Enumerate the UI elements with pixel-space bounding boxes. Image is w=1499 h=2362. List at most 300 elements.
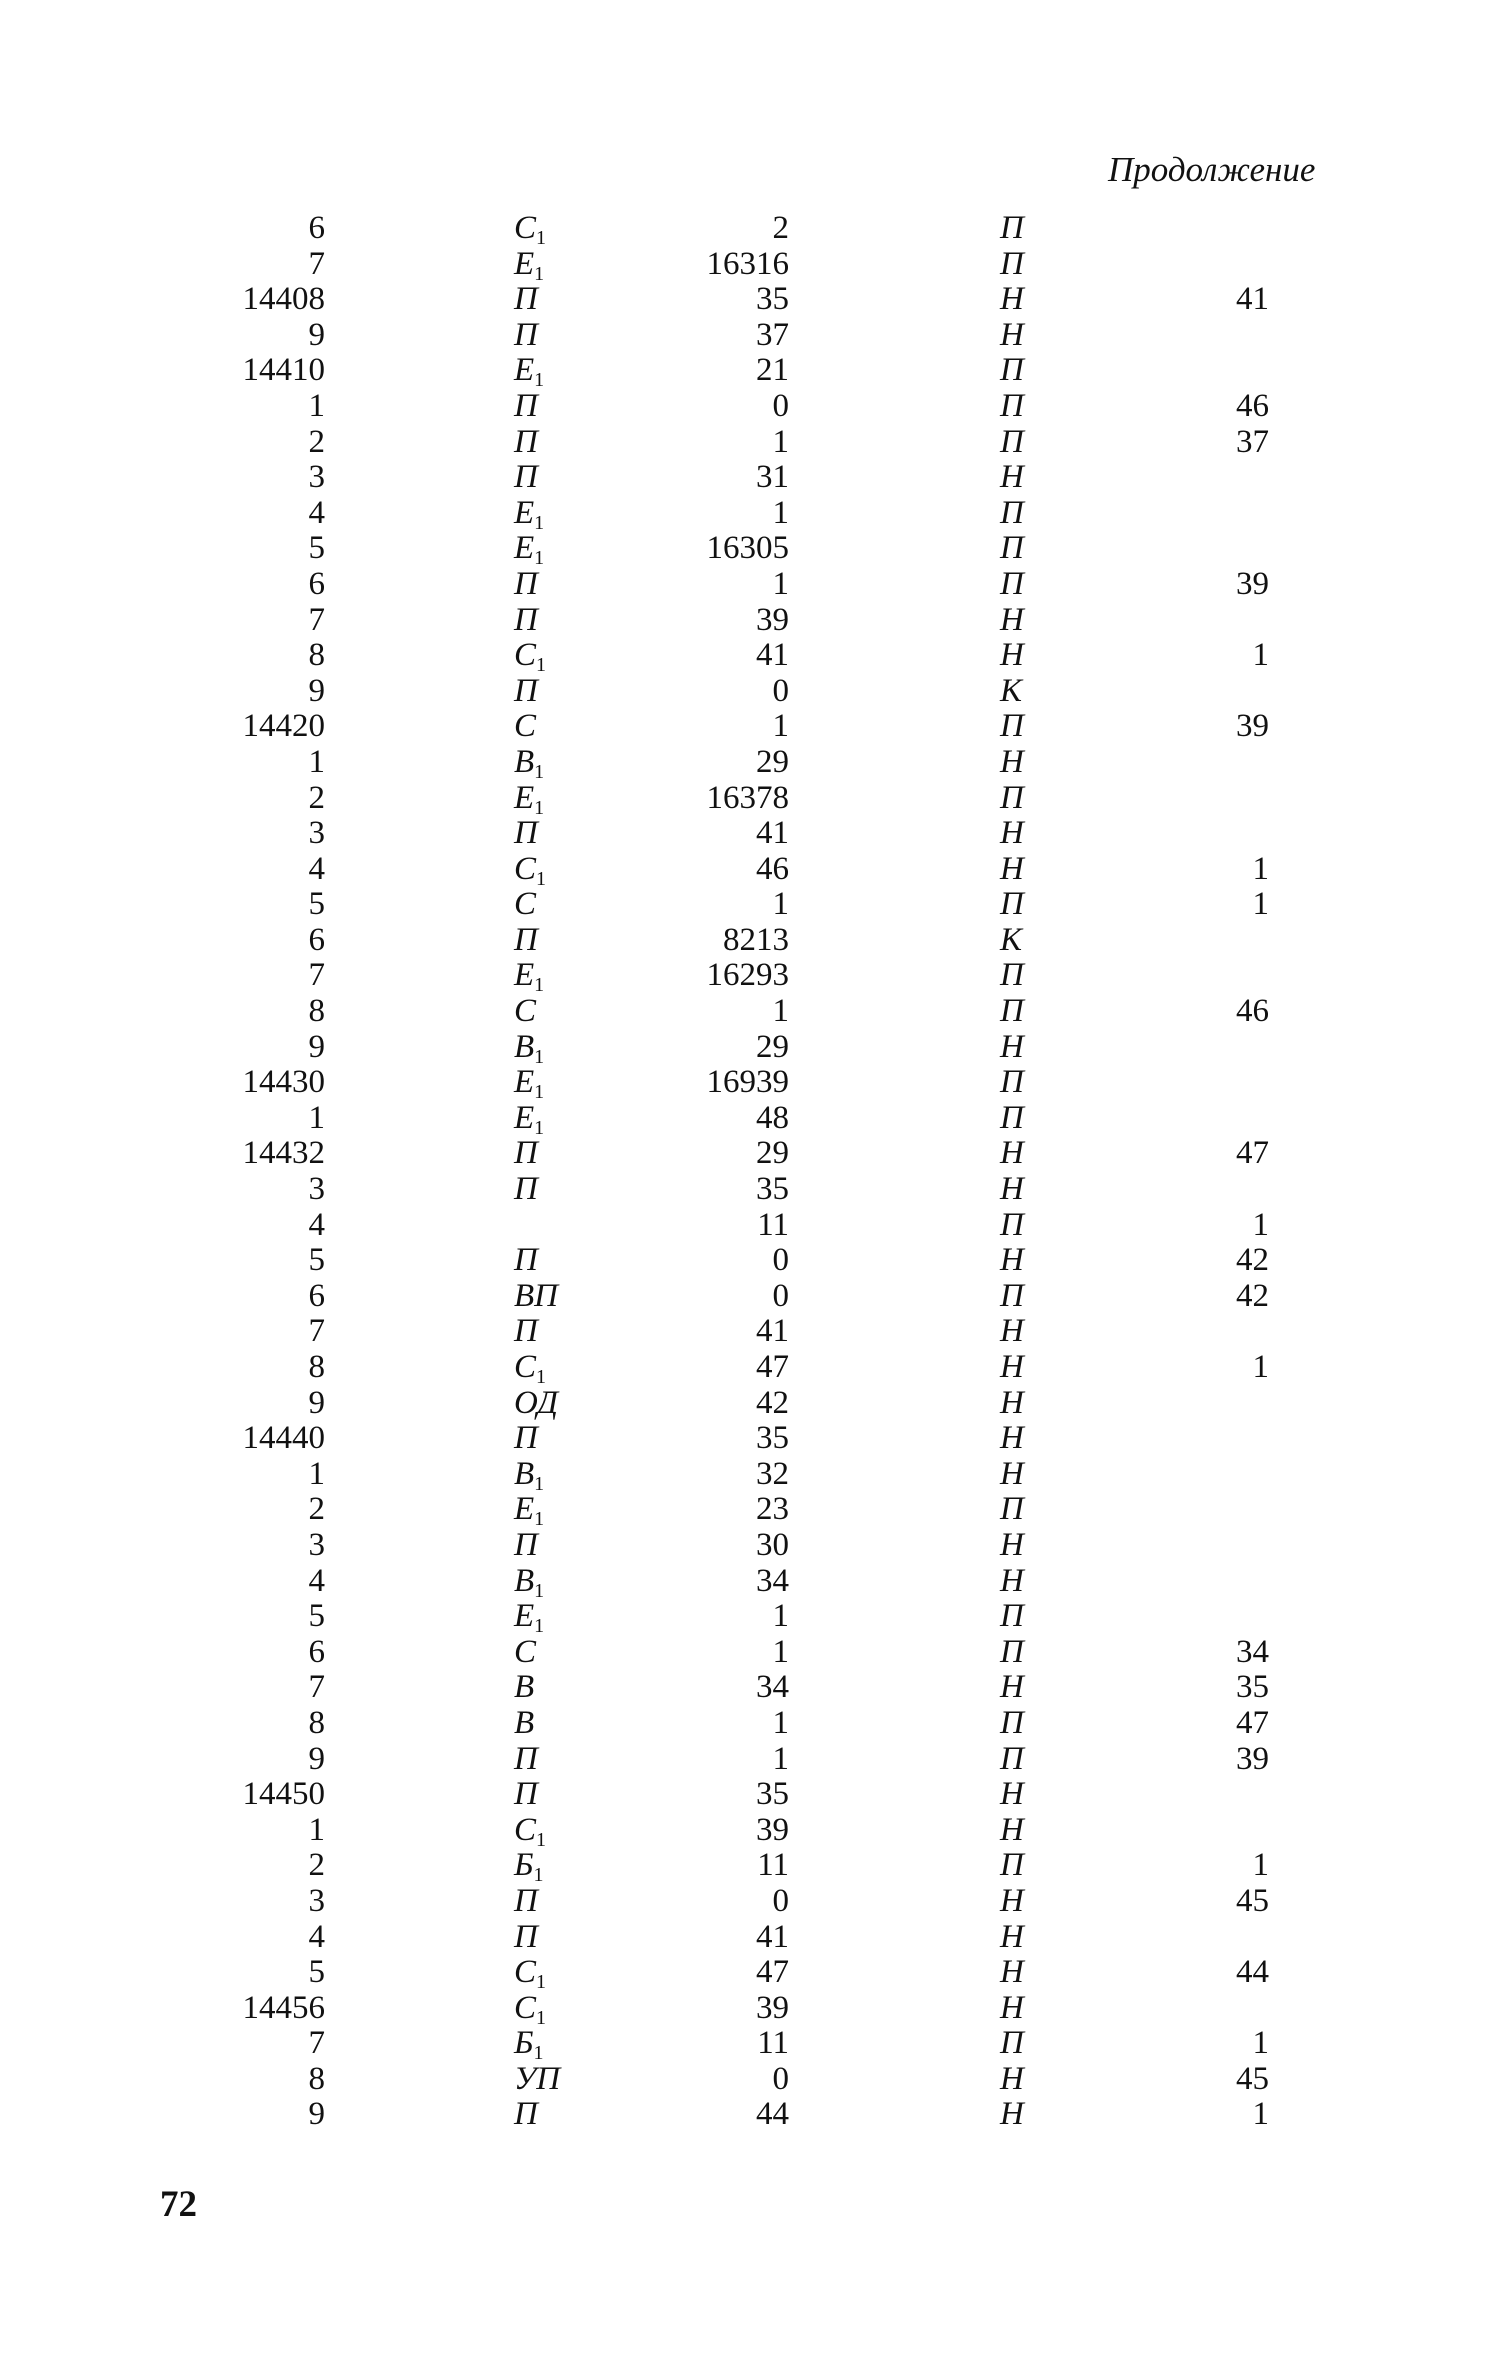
operand-cell: 0: [772, 2060, 789, 2097]
opcode-cell: [514, 1705, 534, 1741]
operand-cell: 16316: [706, 245, 789, 282]
flag-cell: К: [1000, 672, 1022, 709]
operand-cell: 0: [772, 1242, 789, 1279]
opcode-cell: [514, 1811, 547, 1851]
opcode-cell: [514, 2061, 560, 2097]
opcode-cell: [514, 1954, 547, 1994]
table-row: [0, 957, 1499, 997]
table-row: [0, 1135, 1499, 1171]
address-cell: 1: [308, 743, 325, 780]
table-row: [0, 1385, 1499, 1421]
opcode-letter: С: [514, 1811, 537, 1848]
operand-cell: 29: [756, 1135, 789, 1172]
opcode-letter: ВП: [514, 1277, 558, 1314]
address-cell: 3: [308, 1171, 325, 1208]
opcode-cell: [514, 886, 536, 922]
opcode-cell: [514, 993, 536, 1029]
flag-cell: Н: [1000, 1811, 1024, 1848]
flag-cell: Н: [1000, 2096, 1024, 2133]
opcode-subscript: 1: [534, 1045, 545, 1068]
opcode-letter: С: [514, 1989, 537, 2026]
operand-cell: 30: [756, 1526, 789, 1563]
opcode-cell: [514, 708, 536, 744]
address-cell: 4: [308, 494, 325, 531]
flag-cell: П: [1000, 1598, 1024, 1635]
flag-cell: Н: [1000, 1562, 1024, 1599]
reference-cell: 37: [1236, 423, 1269, 460]
flag-cell: П: [1000, 423, 1024, 460]
table-row: [0, 708, 1499, 744]
operand-cell: 41: [756, 815, 789, 852]
reference-cell: 1: [1252, 637, 1269, 674]
opcode-cell: [514, 1634, 536, 1670]
opcode-letter: С: [514, 850, 537, 887]
table-row: [0, 2061, 1499, 2097]
operand-cell: 1: [772, 708, 789, 745]
opcode-cell: [514, 1171, 538, 1207]
opcode-letter: П: [514, 1882, 538, 1919]
operand-cell: 16293: [706, 957, 789, 994]
flag-cell: Н: [1000, 1918, 1024, 1955]
opcode-letter: С: [514, 1954, 537, 1991]
opcode-letter: С: [514, 637, 537, 674]
operand-cell: 0: [772, 672, 789, 709]
operand-cell: 0: [772, 387, 789, 424]
opcode-cell: [514, 281, 538, 317]
operand-cell: 21: [756, 352, 789, 389]
operand-cell: 1: [772, 565, 789, 602]
address-cell: 4: [308, 1206, 325, 1243]
reference-cell: 39: [1236, 1740, 1269, 1777]
opcode-subscript: 1: [534, 796, 545, 819]
reference-cell: 47: [1236, 1135, 1269, 1172]
opcode-subscript: 1: [533, 2042, 544, 2065]
operand-cell: 35: [756, 1420, 789, 1457]
opcode-cell: [514, 957, 545, 997]
flag-cell: К: [1000, 921, 1022, 958]
opcode-cell: [514, 815, 538, 851]
flag-cell: Н: [1000, 1313, 1024, 1350]
operand-cell: 39: [756, 601, 789, 638]
opcode-letter: П: [514, 2096, 538, 2133]
reference-cell: 45: [1236, 1882, 1269, 1919]
continuation-label: Продолжение: [1108, 150, 1316, 189]
flag-cell: П: [1000, 210, 1024, 246]
table-row: [0, 281, 1499, 317]
opcode-cell: [514, 352, 545, 392]
table-row: [0, 1455, 1499, 1495]
table-row: [0, 673, 1499, 709]
opcode-letter: С: [514, 1633, 537, 1670]
address-cell: 4: [308, 1918, 325, 1955]
opcode-cell: [514, 1349, 547, 1388]
operand-cell: 42: [756, 1384, 789, 1421]
opcode-cell: [514, 1847, 544, 1887]
address-cell: 5: [308, 530, 325, 567]
operand-cell: 16378: [706, 779, 789, 816]
reference-cell: 39: [1236, 708, 1269, 745]
table-row: [0, 1420, 1499, 1456]
opcode-cell: [514, 1313, 538, 1349]
opcode-subscript: 1: [534, 1472, 545, 1495]
opcode-letter: Е: [514, 957, 535, 994]
table-row: [0, 637, 1499, 677]
opcode-cell: [514, 1598, 545, 1638]
flag-cell: П: [1000, 530, 1024, 567]
address-cell: 5: [308, 1242, 325, 1279]
flag-cell: Н: [1000, 1420, 1024, 1457]
reference-cell: 44: [1236, 1954, 1269, 1991]
operand-cell: 8213: [723, 921, 789, 958]
flag-cell: Н: [1000, 281, 1024, 318]
opcode-cell: [514, 317, 538, 353]
opcode-subscript: 1: [534, 1579, 545, 1602]
reference-cell: 45: [1236, 2060, 1269, 2097]
opcode-cell: [514, 1527, 538, 1563]
operand-cell: 1: [772, 494, 789, 531]
flag-cell: П: [1000, 1847, 1024, 1884]
table-row: [0, 1028, 1499, 1068]
opcode-subscript: 1: [534, 369, 545, 392]
flag-cell: П: [1000, 1740, 1024, 1777]
address-cell: 1: [308, 1099, 325, 1136]
opcode-letter: П: [514, 672, 538, 709]
table-row: [0, 459, 1499, 495]
table-row: [0, 1811, 1499, 1851]
address-cell: 7: [308, 957, 325, 994]
opcode-cell: [514, 1278, 558, 1314]
address-cell: 5: [308, 1954, 325, 1991]
table-row: [0, 1313, 1499, 1349]
opcode-cell: [514, 1776, 538, 1812]
table-row: [0, 1099, 1499, 1139]
opcode-letter: П: [514, 423, 538, 460]
flag-cell: П: [1000, 245, 1024, 282]
table-row: [0, 1171, 1499, 1207]
flag-cell: П: [1000, 1633, 1024, 1670]
reference-cell: 35: [1236, 1669, 1269, 1706]
flag-cell: Н: [1000, 1455, 1024, 1492]
opcode-letter: УП: [514, 2060, 561, 2097]
opcode-cell: [514, 1064, 545, 1104]
address-cell: 14440: [242, 1420, 325, 1457]
opcode-letter: Е: [514, 1064, 535, 1101]
flag-cell: П: [1000, 1206, 1024, 1243]
instruction-table: [0, 210, 1499, 2132]
opcode-cell: [514, 2025, 544, 2065]
table-row: [0, 1598, 1499, 1638]
reference-cell: 1: [1252, 850, 1269, 887]
opcode-cell: [514, 388, 538, 424]
flag-cell: Н: [1000, 1028, 1024, 1065]
flag-cell: П: [1000, 886, 1024, 923]
opcode-letter: Б: [514, 2025, 534, 2062]
reference-cell: 1: [1252, 2096, 1269, 2133]
table-row: [0, 1741, 1499, 1777]
table-row: [0, 530, 1499, 570]
address-cell: 14430: [242, 1064, 325, 1101]
flag-cell: Н: [1000, 1384, 1024, 1421]
reference-cell: 1: [1252, 2025, 1269, 2062]
address-cell: 8: [308, 1349, 325, 1385]
opcode-cell: [514, 743, 545, 783]
operand-cell: 35: [756, 281, 789, 318]
opcode-cell: [514, 637, 547, 677]
operand-cell: 1: [772, 1704, 789, 1741]
flag-cell: Н: [1000, 1349, 1024, 1385]
opcode-cell: [514, 1242, 538, 1278]
table-row: [0, 850, 1499, 890]
opcode-letter: П: [514, 601, 538, 638]
operand-cell: 34: [756, 1562, 789, 1599]
opcode-letter: В: [514, 1669, 535, 1706]
flag-cell: П: [1000, 1277, 1024, 1314]
flag-cell: П: [1000, 1064, 1024, 1101]
flag-cell: Н: [1000, 2060, 1024, 2097]
operand-cell: 44: [756, 2096, 789, 2133]
flag-cell: П: [1000, 352, 1024, 389]
opcode-subscript: 1: [534, 1508, 545, 1531]
table-row: [0, 317, 1499, 353]
flag-cell: П: [1000, 779, 1024, 816]
operand-cell: 37: [756, 316, 789, 353]
operand-cell: 1: [772, 423, 789, 460]
operand-cell: 41: [756, 1918, 789, 1955]
table-row: [0, 1527, 1499, 1563]
table-row: [0, 922, 1499, 958]
table-row: [0, 2096, 1499, 2132]
opcode-cell: [514, 850, 547, 890]
operand-cell: 1: [772, 993, 789, 1030]
reference-cell: 1: [1252, 1206, 1269, 1243]
opcode-cell: [514, 1741, 538, 1777]
address-cell: 7: [308, 601, 325, 638]
opcode-letter: В: [514, 1704, 535, 1741]
address-cell: 8: [308, 1704, 325, 1741]
address-cell: 2: [308, 779, 325, 816]
opcode-letter: Е: [514, 494, 535, 531]
operand-cell: 29: [756, 1028, 789, 1065]
opcode-cell: [514, 602, 538, 638]
operand-cell: 0: [772, 1277, 789, 1314]
table-row: [0, 210, 1499, 249]
opcode-subscript: 1: [536, 227, 547, 249]
table-row: [0, 779, 1499, 819]
flag-cell: П: [1000, 957, 1024, 994]
reference-cell: 42: [1236, 1242, 1269, 1279]
table-row: [0, 1989, 1499, 2029]
opcode-subscript: 1: [536, 2006, 547, 2029]
table-row: [0, 1491, 1499, 1531]
opcode-subscript: 1: [536, 1971, 547, 1994]
flag-cell: П: [1000, 708, 1024, 745]
opcode-cell: [514, 1562, 545, 1602]
address-cell: 1: [308, 1455, 325, 1492]
table-row: [0, 1064, 1499, 1104]
flag-cell: Н: [1000, 1135, 1024, 1172]
flag-cell: Н: [1000, 743, 1024, 780]
opcode-letter: Е: [514, 1099, 535, 1136]
flag-cell: Н: [1000, 1882, 1024, 1919]
table-row: [0, 1242, 1499, 1278]
reference-cell: 1: [1252, 1349, 1269, 1385]
operand-cell: 35: [756, 1776, 789, 1813]
address-cell: 9: [308, 316, 325, 353]
opcode-cell: [514, 459, 538, 495]
operand-cell: 31: [756, 459, 789, 496]
opcode-cell: [514, 1420, 538, 1456]
operand-cell: 23: [756, 1491, 789, 1528]
reference-cell: 46: [1236, 387, 1269, 424]
opcode-letter: П: [514, 1776, 538, 1813]
operand-cell: 41: [756, 1313, 789, 1350]
reference-cell: 47: [1236, 1704, 1269, 1741]
opcode-subscript: 1: [534, 511, 545, 534]
operand-cell: 32: [756, 1455, 789, 1492]
flag-cell: Н: [1000, 459, 1024, 496]
operand-cell: 41: [756, 637, 789, 674]
opcode-subscript: 1: [536, 1828, 547, 1851]
table-row: [0, 1847, 1499, 1887]
address-cell: 7: [308, 245, 325, 282]
address-cell: 3: [308, 1882, 325, 1919]
opcode-letter: П: [514, 815, 538, 852]
opcode-cell: [514, 922, 538, 958]
flag-cell: П: [1000, 1704, 1024, 1741]
opcode-cell: [514, 530, 545, 570]
opcode-letter: С: [514, 210, 537, 246]
address-cell: 8: [308, 2060, 325, 2097]
address-cell: 6: [308, 921, 325, 958]
operand-cell: 1: [772, 1740, 789, 1777]
opcode-letter: Е: [514, 352, 535, 389]
table-row: [0, 245, 1499, 285]
opcode-letter: С: [514, 993, 537, 1030]
opcode-letter: П: [514, 1918, 538, 1955]
reference-cell: 41: [1236, 281, 1269, 318]
opcode-letter: В: [514, 743, 535, 780]
operand-cell: 1: [772, 1598, 789, 1635]
opcode-subscript: 1: [536, 1366, 547, 1388]
operand-cell: 29: [756, 743, 789, 780]
address-cell: 6: [308, 210, 325, 246]
flag-cell: Н: [1000, 1669, 1024, 1706]
address-cell: 14432: [242, 1135, 325, 1172]
opcode-letter: Е: [514, 245, 535, 282]
opcode-subscript: 1: [534, 1116, 545, 1139]
address-cell: 1: [308, 1811, 325, 1848]
flag-cell: Н: [1000, 637, 1024, 674]
flag-cell: Н: [1000, 1171, 1024, 1208]
address-cell: 14456: [242, 1989, 325, 2026]
opcode-letter: С: [514, 708, 537, 745]
operand-cell: 39: [756, 1811, 789, 1848]
flag-cell: Н: [1000, 316, 1024, 353]
opcode-letter: П: [514, 1171, 538, 1208]
opcode-letter: Е: [514, 530, 535, 567]
address-cell: 5: [308, 1598, 325, 1635]
address-cell: 9: [308, 1384, 325, 1421]
opcode-cell: [514, 1028, 545, 1068]
address-cell: 6: [308, 1633, 325, 1670]
table-row: [0, 1669, 1499, 1705]
opcode-letter: В: [514, 1028, 535, 1065]
opcode-cell: [514, 1919, 538, 1955]
operand-cell: 39: [756, 1989, 789, 2026]
opcode-letter: П: [514, 1740, 538, 1777]
flag-cell: П: [1000, 2025, 1024, 2062]
opcode-cell: [514, 1989, 547, 2029]
opcode-letter: Е: [514, 1598, 535, 1635]
operand-cell: 1: [772, 1633, 789, 1670]
table-row: [0, 1349, 1499, 1388]
opcode-subscript: 1: [536, 867, 547, 890]
opcode-letter: С: [514, 886, 537, 923]
address-cell: 9: [308, 2096, 325, 2133]
opcode-letter: Б: [514, 1847, 534, 1884]
address-cell: 6: [308, 1277, 325, 1314]
address-cell: 7: [308, 1313, 325, 1350]
operand-cell: 0: [772, 1882, 789, 1919]
reference-cell: 34: [1236, 1633, 1269, 1670]
address-cell: 14420: [242, 708, 325, 745]
flag-cell: П: [1000, 565, 1024, 602]
address-cell: 8: [308, 993, 325, 1030]
opcode-letter: П: [514, 1242, 538, 1279]
opcode-cell: [514, 2096, 538, 2132]
operand-cell: 47: [756, 1349, 789, 1385]
table-row: [0, 815, 1499, 851]
operand-cell: 48: [756, 1099, 789, 1136]
opcode-letter: П: [514, 1135, 538, 1172]
table-row: [0, 1278, 1499, 1314]
address-cell: 14410: [242, 352, 325, 389]
opcode-letter: С: [514, 1349, 537, 1385]
flag-cell: Н: [1000, 1242, 1024, 1279]
flag-cell: Н: [1000, 1526, 1024, 1563]
opcode-letter: П: [514, 921, 538, 958]
opcode-cell: [514, 566, 538, 602]
operand-cell: 47: [756, 1954, 789, 1991]
flag-cell: П: [1000, 1099, 1024, 1136]
address-cell: 2: [308, 423, 325, 460]
table-row: [0, 1776, 1499, 1812]
operand-cell: 1: [772, 886, 789, 923]
table-row: [0, 1207, 1499, 1243]
table-row: [0, 602, 1499, 638]
opcode-letter: П: [514, 316, 538, 353]
operand-cell: 11: [757, 2025, 789, 2062]
opcode-letter: П: [514, 281, 538, 318]
address-cell: 9: [308, 1028, 325, 1065]
flag-cell: Н: [1000, 815, 1024, 852]
table-row: [0, 352, 1499, 392]
flag-cell: П: [1000, 494, 1024, 531]
operand-cell: 11: [757, 1847, 789, 1884]
opcode-subscript: 1: [534, 262, 545, 285]
reference-cell: 39: [1236, 565, 1269, 602]
table-row: [0, 1562, 1499, 1602]
opcode-letter: П: [514, 1420, 538, 1457]
opcode-subscript: 1: [536, 654, 547, 677]
table-row: [0, 993, 1499, 1029]
table-row: [0, 2025, 1499, 2065]
address-cell: 9: [308, 1740, 325, 1777]
operand-cell: 16305: [706, 530, 789, 567]
flag-cell: П: [1000, 1491, 1024, 1528]
flag-cell: Н: [1000, 1776, 1024, 1813]
address-cell: 14408: [242, 281, 325, 318]
